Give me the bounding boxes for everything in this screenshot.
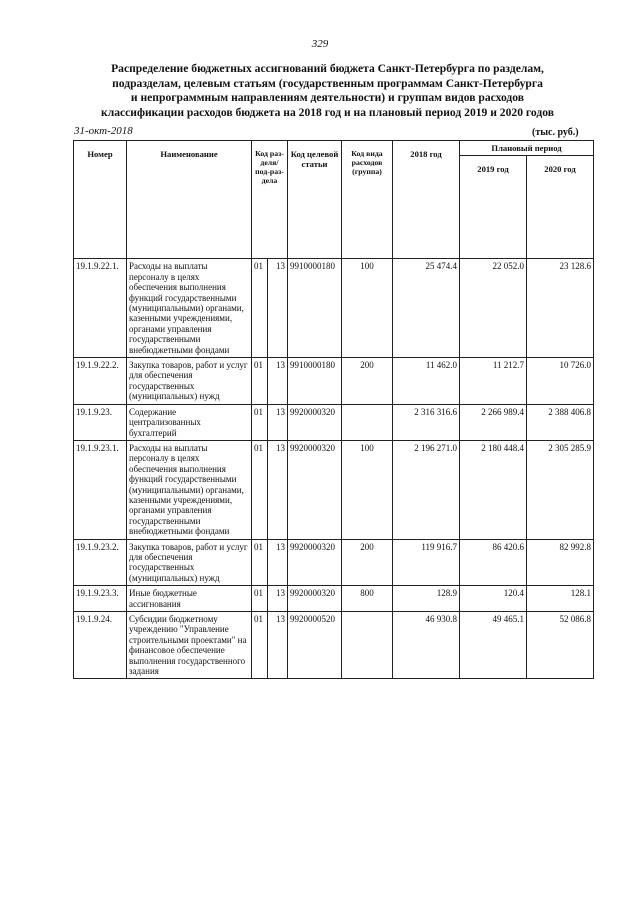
- row-vr: [342, 612, 393, 679]
- row-podrazdel: 13: [268, 358, 288, 405]
- row-csr: 9920000320: [288, 539, 342, 586]
- table-row: [74, 586, 594, 612]
- title-line: и непрограммным направлениям деятельности) и группам видов расходов: [130, 91, 525, 104]
- row-podrazdel: 13: [268, 612, 288, 679]
- table-row: [74, 358, 594, 405]
- row-vr: 800: [342, 586, 393, 612]
- title-line: классификации расходов бюджета на 2018 год и на плановый период 2019 и 2020 годов: [101, 105, 554, 119]
- row-number: 19.1.9.23.3.: [74, 586, 127, 612]
- header-num: Номер: [74, 141, 127, 259]
- row-value-2019: 2 266 989.4: [460, 404, 527, 440]
- row-number: 19.1.9.22.2.: [74, 358, 127, 405]
- row-name: Закупка товаров, работ и услуг для обеспечения государственных (муниципальных) нужд: [127, 539, 252, 586]
- table-row: [74, 539, 594, 586]
- row-name: Содержание централизованных бухгалтерий: [127, 404, 252, 440]
- row-vr: 100: [342, 440, 393, 539]
- page-number: 329: [311, 38, 329, 50]
- title-line: подразделам, целевым статьям (государственным программам Санкт-Петербурга: [112, 76, 543, 90]
- row-value-2019: 2 180 448.4: [460, 440, 527, 539]
- row-value-2018: 25 474.4: [393, 259, 460, 358]
- row-number: 19.1.9.23.: [74, 404, 127, 440]
- document-date: 31-окт-2018: [74, 125, 133, 137]
- row-razdel: 01: [252, 612, 268, 679]
- row-csr: 9910000180: [288, 259, 342, 358]
- row-number: 19.1.9.23.1.: [74, 440, 127, 539]
- row-value-2018: 2 316 316.6: [393, 404, 460, 440]
- table-row: [74, 440, 594, 539]
- row-csr: 9920000320: [288, 404, 342, 440]
- row-name: Расходы на выплаты персоналу в целях обеспечения выполнения функций государственными (муниципальными) органами, казенными учреждениями, органами управления государственными внебюджетными фондами: [127, 259, 252, 358]
- header-vr: Код вида расходов (группа): [342, 141, 393, 259]
- row-podrazdel: 13: [268, 539, 288, 586]
- row-name: Закупка товаров, работ и услуг для обеспечения государственных (муниципальных) нужд: [127, 358, 252, 405]
- row-value-2020: 128.1: [527, 586, 594, 612]
- header-name: Наименование: [127, 141, 252, 259]
- row-name: Субсидии бюджетному учреждению "Управление строительными проектами" на финансовое обеспечение выполнения государственного задания: [127, 612, 252, 679]
- row-podrazdel: 13: [268, 259, 288, 358]
- row-value-2019: 11 212.7: [460, 358, 527, 405]
- row-name: Иные бюджетные ассигнования: [127, 586, 252, 612]
- row-razdel: 01: [252, 259, 268, 358]
- row-vr: 200: [342, 358, 393, 405]
- title-line: Распределение бюджетных ассигнований бюджета Санкт-Петербурга по разделам,: [111, 62, 544, 75]
- table-row: [74, 259, 594, 358]
- row-csr: 9920000320: [288, 440, 342, 539]
- header-2020: 2020 год: [527, 156, 594, 259]
- row-razdel: 01: [252, 358, 268, 405]
- row-podrazdel: 13: [268, 440, 288, 539]
- row-value-2020: 82 992.8: [527, 539, 594, 586]
- row-csr: 9920000520: [288, 612, 342, 679]
- row-number: 19.1.9.24.: [74, 612, 127, 679]
- header-2019: 2019 год: [460, 156, 527, 259]
- row-value-2018: 2 196 271.0: [393, 440, 460, 539]
- row-value-2019: 22 052.0: [460, 259, 527, 358]
- row-value-2020: 2 305 285.9: [527, 440, 594, 539]
- row-podrazdel: 13: [268, 586, 288, 612]
- row-vr: [342, 404, 393, 440]
- row-csr: 9910000180: [288, 358, 342, 405]
- row-number: 19.1.9.23.2.: [74, 539, 127, 586]
- unit-label: (тыс. руб.): [532, 127, 579, 138]
- row-value-2020: 2 388 406.8: [527, 404, 594, 440]
- row-podrazdel: 13: [268, 404, 288, 440]
- row-value-2020: 10 726.0: [527, 358, 594, 405]
- row-value-2019: 120.4: [460, 586, 527, 612]
- row-value-2020: 23 128.6: [527, 259, 594, 358]
- header-2018: 2018 год: [393, 141, 460, 259]
- row-number: 19.1.9.22.1.: [74, 259, 127, 358]
- header-plan-period: Плановый период: [460, 141, 594, 156]
- table-row: [74, 404, 594, 440]
- row-razdel: 01: [252, 440, 268, 539]
- header-razdel: Код раз-деля/ под-раз-дела: [252, 141, 288, 259]
- row-value-2019: 49 465.1: [460, 612, 527, 679]
- row-value-2019: 86 420.6: [460, 539, 527, 586]
- row-name: Расходы на выплаты персоналу в целях обеспечения выполнения функций государственными (муниципальными) органами, казенными учреждениями, органами управления государственными внебюджетными фондами: [127, 440, 252, 539]
- row-vr: 200: [342, 539, 393, 586]
- row-razdel: 01: [252, 539, 268, 586]
- budget-table: [73, 140, 594, 679]
- row-csr: 9920000320: [288, 586, 342, 612]
- document-title: [40, 62, 615, 120]
- row-value-2018: 128.9: [393, 586, 460, 612]
- row-value-2018: 119 916.7: [393, 539, 460, 586]
- header-csr: Код целевой статьи: [288, 141, 342, 259]
- row-value-2018: 46 930.8: [393, 612, 460, 679]
- table-row: [74, 612, 594, 679]
- row-vr: 100: [342, 259, 393, 358]
- row-razdel: 01: [252, 404, 268, 440]
- row-razdel: 01: [252, 586, 268, 612]
- row-value-2020: 52 086.8: [527, 612, 594, 679]
- row-value-2018: 11 462.0: [393, 358, 460, 405]
